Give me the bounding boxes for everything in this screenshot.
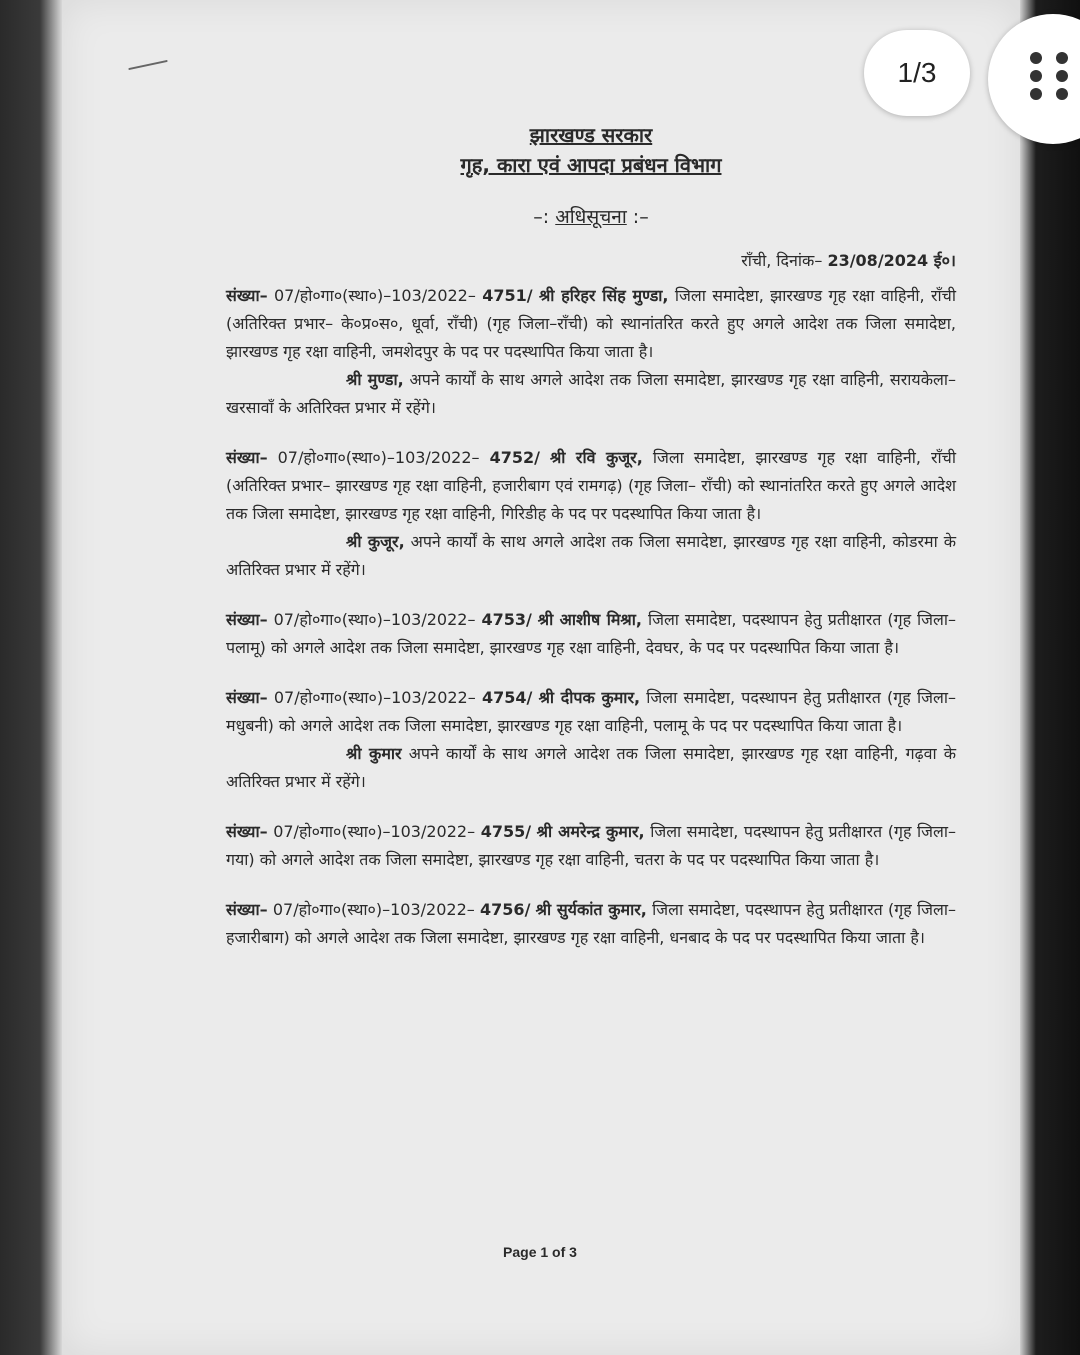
- entry-sub-paragraph: [226, 528, 956, 584]
- entry-ref: 07/हो०गा०(स्था०)–103/2022–: [272, 900, 475, 919]
- entry-text: जिला समादेष्टा, पदस्थापन हेतु प्रतीक्षारत (गृह जिला–गया) को अगले आदेश तक जिला समादेष्टा, झारखण्ड गृह रक्षा वाहिनी, चतरा के पद पर पदस्थापित किया जाता है।: [226, 822, 957, 869]
- entry-name: श्री अमरेन्द्र कुमार,: [536, 822, 645, 841]
- notice-suffix: :–: [632, 206, 649, 228]
- entry-ref: 07/हो०गा०(स्था०)–103/2022–: [273, 610, 476, 629]
- page-counter: 1/3: [864, 30, 970, 116]
- entry-sub-text: अपने कार्यों के साथ अगले आदेश तक जिला समादेष्टा, झारखण्ड गृह रक्षा वाहिनी, कोडरमा के अतिरिक्त प्रभार में रहेंगे।: [226, 532, 956, 579]
- entry-text: जिला समादेष्टा, झारखण्ड गृह रक्षा वाहिनी, राँची (अतिरिक्त प्रभार– झारखण्ड गृह रक्षा वाहिनी, हजारीबाग एवं रामगढ़) (गृह जिला– राँची) को स्थानांतरित करते हुए अगले आदेश तक जिला समादेष्टा, झारखण्ड गृह रक्षा वाहिनी, गिरिडीह के पद पर पदस्थापित किया जाता है।: [226, 448, 956, 523]
- entry-4755: [226, 818, 956, 874]
- entry-ref: 07/हो०गा०(स्था०)–103/2022–: [273, 688, 476, 707]
- date-label: राँची, दिनांक–: [741, 251, 823, 270]
- entry-paragraph: [226, 444, 956, 528]
- entry-4754: [226, 684, 956, 796]
- entry-ref: 07/हो०गा०(स्था०)–103/2022–: [273, 822, 476, 841]
- entry-ref: 07/हो०गा०(स्था०)–103/2022–: [273, 286, 476, 305]
- entry-number: 4752/: [489, 448, 540, 467]
- notice-title: [226, 204, 956, 230]
- page-footer: Page 1 of 3: [503, 1244, 577, 1260]
- entry-name: श्री हरिहर सिंह मुण्डा,: [538, 286, 669, 305]
- heading-department: गृह, कारा एवं आपदा प्रबंधन विभाग: [460, 153, 722, 177]
- entry-label: संख्या–: [226, 610, 268, 629]
- entry-sub-paragraph: [226, 366, 956, 422]
- grid-dots-icon: [1030, 52, 1070, 98]
- entry-label: संख्या–: [226, 822, 268, 841]
- entry-number: 4754/: [481, 688, 533, 707]
- entry-4756: [226, 896, 956, 952]
- entry-number: 4756/: [480, 900, 531, 919]
- entry-sub-name: श्री कुमार: [346, 744, 402, 763]
- date-value: 23/08/2024 ई०।: [827, 251, 956, 270]
- notice-prefix: –:: [533, 206, 550, 228]
- entry-label: संख्या–: [226, 286, 268, 305]
- entry-sub-text: अपने कार्यों के साथ अगले आदेश तक जिला समादेष्टा, झारखण्ड गृह रक्षा वाहिनी, सरायकेला–खरसावाँ के अतिरिक्त प्रभार में रहेंगे।: [226, 370, 956, 417]
- entry-text: जिला समादेष्टा, पदस्थापन हेतु प्रतीक्षारत (गृह जिला–मधुबनी) को अगले आदेश तक जिला समादेष्टा, झारखण्ड गृह रक्षा वाहिनी, पलामू के पद पर पदस्थापित किया जाता है।: [226, 688, 956, 735]
- entry-sub-name: श्री कुजूर,: [346, 532, 405, 551]
- entry-paragraph: [226, 818, 956, 874]
- entry-name: श्री आशीष मिश्रा,: [537, 610, 642, 629]
- entry-number: 4755/: [480, 822, 532, 841]
- entry-ref: 07/हो०गा०(स्था०)–103/2022–: [277, 448, 480, 467]
- entry-paragraph: [226, 282, 956, 366]
- entry-name: श्री सुर्यकांत कुमार,: [535, 900, 647, 919]
- entry-label: संख्या–: [226, 900, 268, 919]
- entry-text: जिला समादेष्टा, पदस्थापन हेतु प्रतीक्षारत (गृह जिला– हजारीबाग) को अगले आदेश तक जिला समादेष्टा, झारखण्ड गृह रक्षा वाहिनी, धनबाद के पद पर पदस्थापित किया जाता है।: [226, 900, 957, 947]
- entry-name: श्री रवि कुजूर,: [549, 448, 643, 467]
- entry-sub-text: अपने कार्यों के साथ अगले आदेश तक जिला समादेष्टा, झारखण्ड गृह रक्षा वाहिनी, गढ़वा के अतिरिक्त प्रभार में रहेंगे।: [226, 744, 956, 791]
- entry-text: जिला समादेष्टा, पदस्थापन हेतु प्रतीक्षारत (गृह जिला– पलामू) को अगले आदेश तक जिला समादेष्टा, झारखण्ड गृह रक्षा वाहिनी, देवघर, के पद पर पदस्थापित किया जाता है।: [226, 610, 957, 657]
- entries-list: [226, 282, 956, 952]
- entry-sub-paragraph: [226, 740, 956, 796]
- entry-paragraph: [226, 684, 956, 740]
- entry-name: श्री दीपक कुमार,: [538, 688, 641, 707]
- entry-paragraph: [226, 896, 956, 952]
- entry-sub-name: श्री मुण्डा,: [346, 370, 404, 389]
- notice-title-text: अधिसूचना: [555, 206, 627, 228]
- entry-paragraph: [226, 606, 956, 662]
- entry-4753: [226, 606, 956, 662]
- entry-label: संख्या–: [226, 688, 268, 707]
- entry-number: 4751/: [482, 286, 533, 305]
- heading-government: झारखण्ड सरकार: [529, 123, 653, 147]
- entry-text: जिला समादेष्टा, झारखण्ड गृह रक्षा वाहिनी, राँची (अतिरिक्त प्रभार– के०प्र०स०, धूर्वा, राँची) (गृह जिला–राँची) को स्थानांतरित करते हुए अगले आदेश तक जिला समादेष्टा, झारखण्ड गृह रक्षा वाहिनी, जमशेदपुर के पद पर पदस्थापित किया जाता है।: [226, 286, 956, 361]
- entry-label: संख्या–: [226, 448, 268, 467]
- entry-4752: [226, 444, 956, 584]
- entry-number: 4753/: [481, 610, 532, 629]
- document-body: [226, 120, 956, 952]
- entry-4751: [226, 282, 956, 422]
- date-line: [226, 248, 956, 274]
